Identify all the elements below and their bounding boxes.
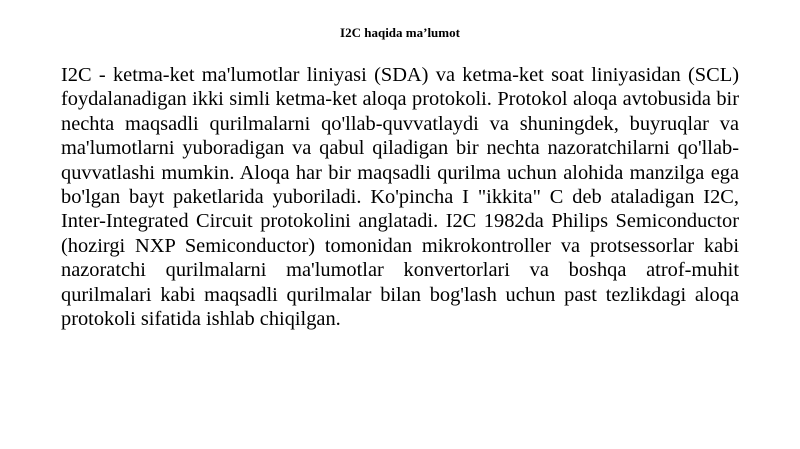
document-paragraph: I2C - ketma-ket ma'lumotlar liniyasi (SDA) va ketma-ket soat liniyasidan (SCL) foydalanadigan ikki simli ketma-ket aloqa protokoli. Protokol aloqa avtobusida bir nechta maqsadli qurilmalarni qo'llab-quvvatlaydi va shuningdek, buyruqlar va ma'lumotlarni yuboradigan va qabul qiladigan bir nechta nazoratchilarni qo'llab-quvvatlashi mumkin. Aloqa har bir maqsadli qurilma uchun alohida manzilga ega bo'lgan bayt paketlarida yuboriladi. Ko'pincha I "ikkita" C deb ataladigan I2C, Inter-Integrated Circuit protokolini anglatadi. I2C 1982da Philips Semiconductor (hozirgi NXP Semiconductor) tomonidan mikrokontroller va protsessorlar kabi nazoratchi qurilmalarni ma'lumotlar konvertorlari va boshqa atrof-muhit qurilmalari kabi maqsadli qurilmalar bilan bog'lash uchun past tezlikdagi aloqa protokoli sifatida ishlab chiqilgan. (61, 64, 739, 331)
document-title: I2C haqida ma’lumot (340, 25, 460, 40)
